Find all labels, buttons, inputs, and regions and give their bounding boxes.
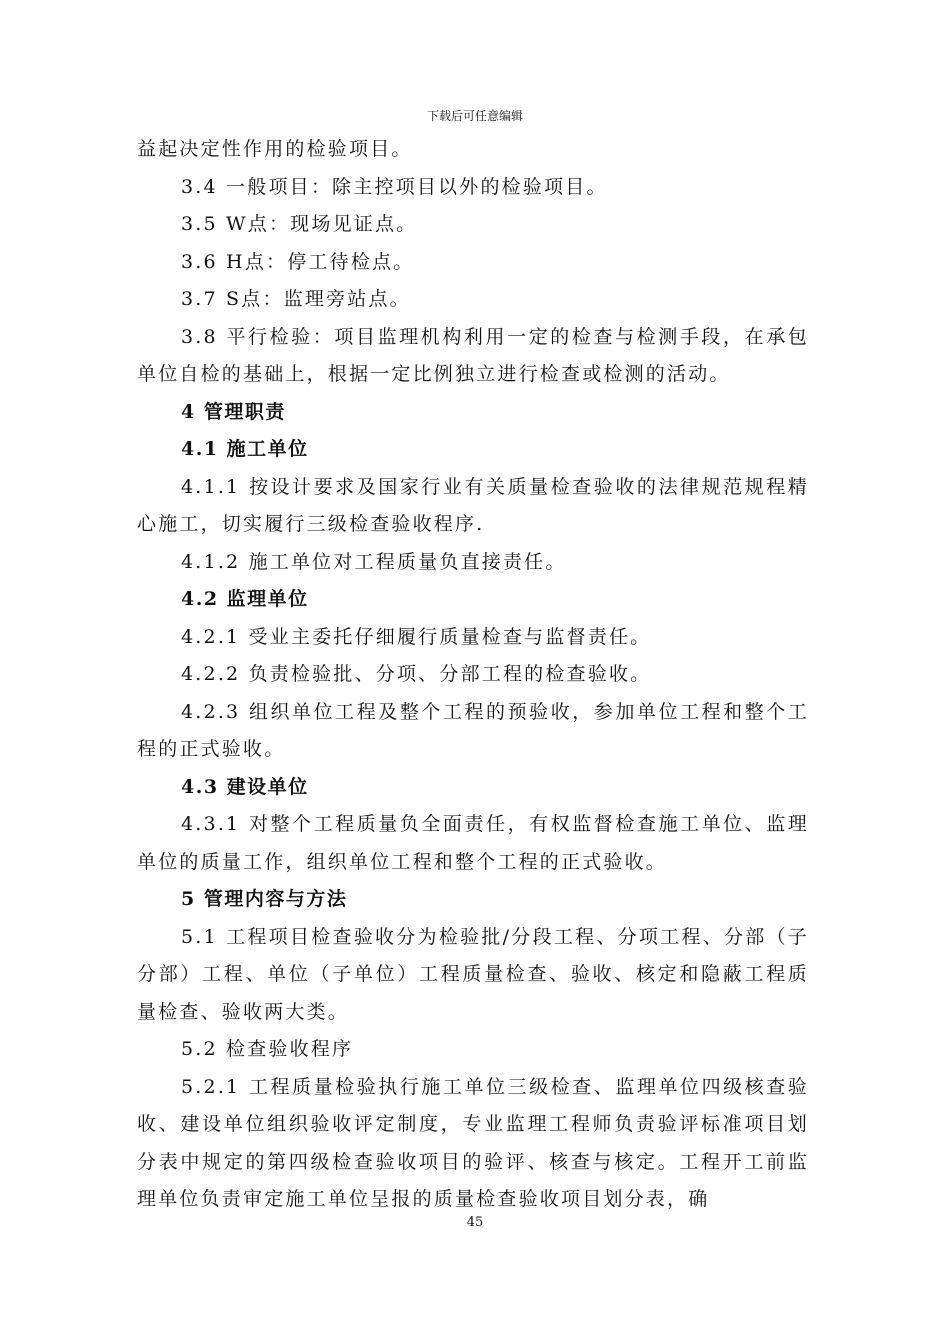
section-heading-4-2: 4.2 监理单位 <box>181 588 309 610</box>
section-heading-4-1: 4.1 施工单位 <box>181 438 309 460</box>
paragraph-5-1: 5.1 工程项目检查验收分为检验批/分段工程、分项工程、分部（子分部）工程、单位（子单位）工程质量检查、验收、核定和隐蔽工程质量检查、验收两大类。 <box>137 925 809 1023</box>
paragraph-5-2-1: 5.2.1 工程质量检验执行施工单位三级检查、监理单位四级核查验收、建设单位组织验收评定制度，专业监理工程师负责验评标准项目划分表中规定的第四级检查验收项目的验评、核查与核定。工程开工前监理单位负责审定施工单位呈报的质量检查验收项目划分表，确 <box>137 1075 809 1210</box>
paragraph-3-7: 3.7 S点：监理旁站点。 <box>181 288 411 310</box>
paragraph-3-6: 3.6 H点：停工待检点。 <box>181 250 415 273</box>
document-body <box>137 131 809 1219</box>
paragraph-3-8: 3.8 平行检验：项目监理机构利用一定的检查与检测手段，在承包单位自检的基础上，根据一定比例独立进行检查或检测的活动。 <box>137 325 809 385</box>
paragraph-4-2-2: 4.2.2 负责检验批、分项、分部工程的检查验收。 <box>181 663 652 685</box>
paragraph-4-1-2: 4.1.2 施工单位对工程质量负直接责任。 <box>181 550 567 573</box>
paragraph-5-2: 5.2 检查验收程序 <box>181 1038 354 1060</box>
section-heading-5: 5 管理内容与方法 <box>181 888 348 910</box>
section-heading-4: 4 管理职责 <box>181 400 286 423</box>
paragraph-3-4: 3.4 一般项目：除主控项目以外的检验项目。 <box>181 175 608 198</box>
paragraph-4-2-3: 4.2.3 组织单位工程及整个工程的预验收，参加单位工程和整个工程的正式验收。 <box>137 700 809 760</box>
section-heading-4-3: 4.3 建设单位 <box>181 775 309 798</box>
paragraph-3-5: 3.5 W点：现场见证点。 <box>181 213 418 235</box>
paragraph-continuation: 益起决定性作用的检验项目。 <box>137 138 413 160</box>
paragraph-4-2-1: 4.2.1 受业主委托仔细履行质量检查与监督责任。 <box>181 625 652 648</box>
page-number: 45 <box>466 1215 484 1230</box>
page-header: 下载后可任意编辑 <box>426 109 523 123</box>
paragraph-4-3-1: 4.3.1 对整个工程质量负全面责任，有权监督检查施工单位、监理单位的质量工作，组织单位工程和整个工程的正式验收。 <box>137 813 809 873</box>
paragraph-4-1-1: 4.1.1 按设计要求及国家行业有关质量检查验收的法律规范规程精心施工，切实履行三级检查验收程序. <box>137 475 809 535</box>
